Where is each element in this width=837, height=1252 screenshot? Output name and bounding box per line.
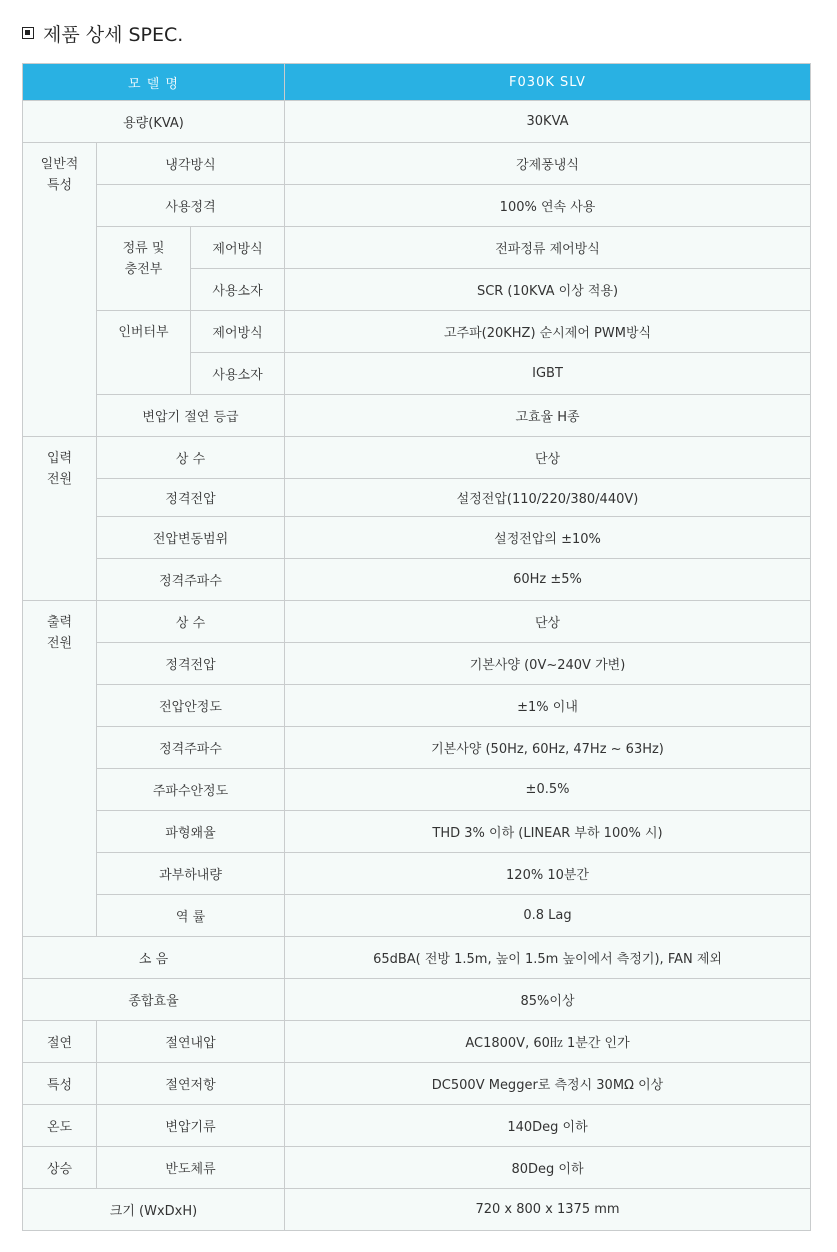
row-value: 단상 — [285, 601, 811, 643]
page-title-text: 제품 상세 SPEC. — [43, 23, 184, 46]
row-value: 설정전압(110/220/380/440V) — [285, 479, 811, 517]
row-label: 반도체류 — [97, 1147, 285, 1189]
row-label: 역 률 — [97, 895, 285, 937]
table-row — [23, 101, 811, 143]
row-label: 정격전압 — [97, 643, 285, 685]
row-value: 고주파(20KHZ) 순시제어 PWM방식 — [285, 311, 811, 353]
row-value: 720 x 800 x 1375 mm — [285, 1189, 811, 1231]
row-label: 사용소자 — [191, 353, 285, 395]
table-row — [23, 395, 811, 437]
table-row — [23, 185, 811, 227]
table-row — [23, 811, 811, 853]
table-row — [23, 1063, 811, 1105]
row-value: 0.8 Lag — [285, 895, 811, 937]
row-value: 강제풍냉식 — [285, 143, 811, 185]
row-label: 절연저항 — [97, 1063, 285, 1105]
row-value: ±0.5% — [285, 769, 811, 811]
row-value: 전파정류 제어방식 — [285, 227, 811, 269]
table-row — [23, 437, 811, 479]
row-value: 30KVA — [285, 101, 811, 143]
row-value: 120% 10분간 — [285, 853, 811, 895]
row-value: 65dBA( 전방 1.5m, 높이 1.5m 높이에서 측정기), FAN 제외 — [285, 937, 811, 979]
row-label: 제어방식 — [191, 311, 285, 353]
table-row — [23, 853, 811, 895]
row-value: 140Deg 이하 — [285, 1105, 811, 1147]
header-label: 모 델 명 — [23, 64, 285, 101]
row-value: IGBT — [285, 353, 811, 395]
table-row — [23, 895, 811, 937]
table-row — [23, 1105, 811, 1147]
table-row — [23, 727, 811, 769]
row-label: 소 음 — [23, 937, 285, 979]
table-row — [23, 979, 811, 1021]
table-row — [23, 517, 811, 559]
row-value: AC1800V, 60㎐ 1분간 인가 — [285, 1021, 811, 1063]
row-label: 사용소자 — [191, 269, 285, 311]
row-label: 냉각방식 — [97, 143, 285, 185]
row-value: SCR (10KVA 이상 적용) — [285, 269, 811, 311]
table-row — [23, 1147, 811, 1189]
row-label: 사용정격 — [97, 185, 285, 227]
header-model: F030K SLV — [285, 64, 811, 101]
row-value: 기본사양 (50Hz, 60Hz, 47Hz ~ 63Hz) — [285, 727, 811, 769]
group-inverter: 인버터부 — [97, 311, 191, 395]
row-value: 고효율 H종 — [285, 395, 811, 437]
group-insulation-b: 특성 — [23, 1063, 97, 1105]
row-value: DC500V Megger로 측정시 30MΩ 이상 — [285, 1063, 811, 1105]
table-row — [23, 937, 811, 979]
row-value: 80Deg 이하 — [285, 1147, 811, 1189]
table-row — [23, 601, 811, 643]
table-header-row — [23, 64, 811, 101]
group-input: 입력 전원 — [23, 437, 97, 601]
row-label: 정격주파수 — [97, 727, 285, 769]
row-label: 정격주파수 — [97, 559, 285, 601]
row-value: 100% 연속 사용 — [285, 185, 811, 227]
table-row — [23, 479, 811, 517]
row-label: 전압안정도 — [97, 685, 285, 727]
table-row — [23, 143, 811, 185]
table-row — [23, 769, 811, 811]
row-value: ±1% 이내 — [285, 685, 811, 727]
row-label: 상 수 — [97, 437, 285, 479]
row-value: 60Hz ±5% — [285, 559, 811, 601]
page-title — [22, 18, 183, 48]
row-label: 크기 (WxDxH) — [23, 1189, 285, 1231]
row-label: 절연내압 — [97, 1021, 285, 1063]
row-label: 상 수 — [97, 601, 285, 643]
row-value: THD 3% 이하 (LINEAR 부하 100% 시) — [285, 811, 811, 853]
row-label: 전압변동범위 — [97, 517, 285, 559]
row-value: 설정전압의 ±10% — [285, 517, 811, 559]
group-output: 출력 전원 — [23, 601, 97, 937]
group-rectifier: 정류 및 충전부 — [97, 227, 191, 311]
spec-table — [22, 63, 811, 1231]
row-label: 변압기 절연 등급 — [97, 395, 285, 437]
row-label: 제어방식 — [191, 227, 285, 269]
row-label: 파형왜율 — [97, 811, 285, 853]
row-label: 용량(KVA) — [23, 101, 285, 143]
table-row — [23, 1189, 811, 1231]
row-label: 주파수안정도 — [97, 769, 285, 811]
group-general: 일반적 특성 — [23, 143, 97, 437]
table-row — [23, 1021, 811, 1063]
group-insulation-a: 절연 — [23, 1021, 97, 1063]
table-row — [23, 311, 811, 353]
table-row — [23, 227, 811, 269]
table-row — [23, 685, 811, 727]
row-label: 종합효율 — [23, 979, 285, 1021]
group-temperature-b: 상승 — [23, 1147, 97, 1189]
table-row — [23, 559, 811, 601]
row-label: 정격전압 — [97, 479, 285, 517]
row-value: 85%이상 — [285, 979, 811, 1021]
row-label: 변압기류 — [97, 1105, 285, 1147]
group-temperature-a: 온도 — [23, 1105, 97, 1147]
table-row — [23, 643, 811, 685]
row-label: 과부하내량 — [97, 853, 285, 895]
row-value: 기본사양 (0V~240V 가변) — [285, 643, 811, 685]
row-value: 단상 — [285, 437, 811, 479]
square-bullet-icon — [22, 27, 34, 39]
